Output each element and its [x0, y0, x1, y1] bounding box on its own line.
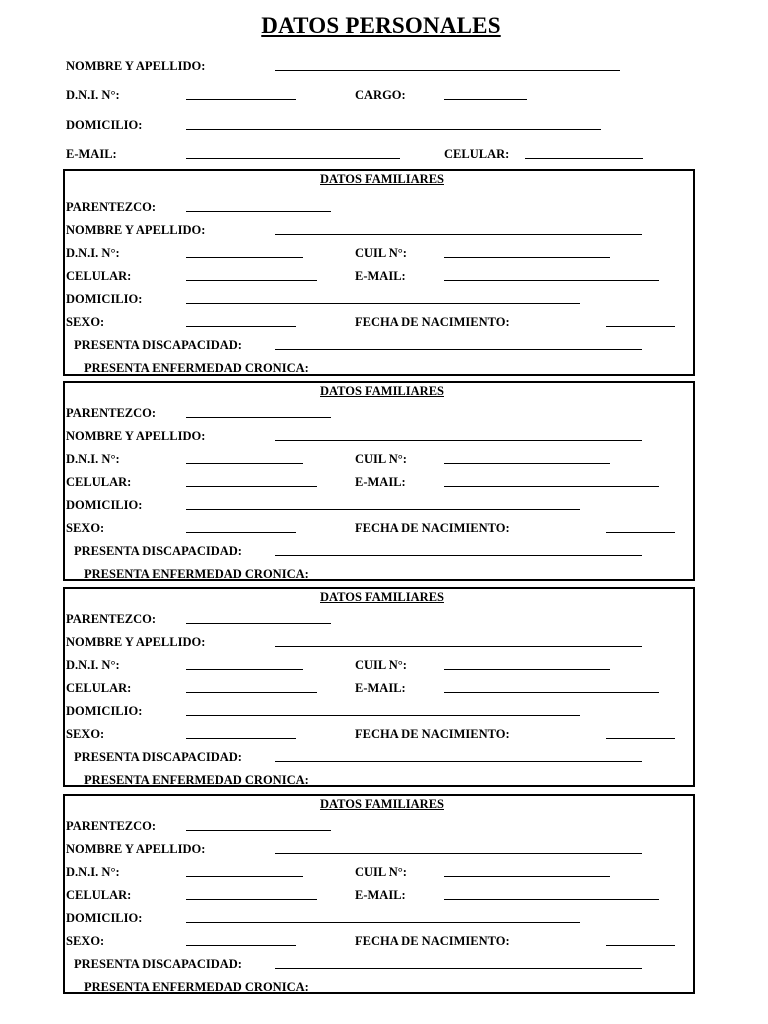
sexo-label: SEXO:: [66, 727, 105, 741]
email-label: E-MAIL:: [355, 681, 406, 695]
cuil-field[interactable]: [444, 876, 610, 877]
email-field[interactable]: [444, 692, 659, 693]
domicilio-field[interactable]: [186, 303, 580, 304]
parentezco-field[interactable]: [186, 623, 331, 624]
dni-field[interactable]: [186, 669, 303, 670]
email-label: E-MAIL:: [66, 147, 117, 161]
dni-label: D.N.I. N°:: [66, 452, 120, 466]
domicilio-label: DOMICILIO:: [66, 292, 143, 306]
parentezco-label: PARENTEZCO:: [66, 406, 157, 420]
sexo-field[interactable]: [186, 738, 296, 739]
section-heading: DATOS FAMILIARES: [320, 384, 444, 398]
celular-field[interactable]: [186, 899, 317, 900]
parentezco-field[interactable]: [186, 830, 331, 831]
parentezco-label: PARENTEZCO:: [66, 819, 157, 833]
celular-label: CELULAR:: [66, 888, 132, 902]
email-field[interactable]: [186, 158, 400, 159]
nombre-field[interactable]: [275, 440, 642, 441]
celular-label: CELULAR:: [66, 475, 132, 489]
celular-field[interactable]: [186, 692, 317, 693]
dni-label: D.N.I. N°:: [66, 658, 120, 672]
dni-field[interactable]: [186, 876, 303, 877]
enfermedad-label: PRESENTA ENFERMEDAD CRONICA:: [84, 980, 309, 994]
discapacidad-label: PRESENTA DISCAPACIDAD:: [74, 750, 242, 764]
cuil-label: CUIL N°:: [355, 865, 407, 879]
parentezco-field[interactable]: [186, 211, 331, 212]
nombre-label: NOMBRE Y APELLIDO:: [66, 842, 206, 856]
fecha-nacimiento-field[interactable]: [606, 326, 675, 327]
sexo-field[interactable]: [186, 326, 296, 327]
cuil-label: CUIL N°:: [355, 246, 407, 260]
fecha-nacimiento-field[interactable]: [606, 532, 675, 533]
enfermedad-label: PRESENTA ENFERMEDAD CRONICA:: [84, 361, 309, 375]
nombre-label: NOMBRE Y APELLIDO:: [66, 59, 206, 73]
family-section: [63, 587, 695, 787]
parentezco-label: PARENTEZCO:: [66, 612, 157, 626]
family-section: [63, 169, 695, 376]
domicilio-field[interactable]: [186, 129, 601, 130]
dni-label: D.N.I. N°:: [66, 246, 120, 260]
domicilio-field[interactable]: [186, 715, 580, 716]
dni-field[interactable]: [186, 99, 296, 100]
parentezco-field[interactable]: [186, 417, 331, 418]
sexo-label: SEXO:: [66, 934, 105, 948]
fecha-nacimiento-field[interactable]: [606, 738, 675, 739]
enfermedad-label: PRESENTA ENFERMEDAD CRONICA:: [84, 567, 309, 581]
nombre-field[interactable]: [275, 646, 642, 647]
domicilio-label: DOMICILIO:: [66, 498, 143, 512]
discapacidad-field[interactable]: [275, 761, 642, 762]
cuil-field[interactable]: [444, 463, 610, 464]
family-section: [63, 794, 695, 994]
nombre-label: NOMBRE Y APELLIDO:: [66, 429, 206, 443]
cuil-label: CUIL N°:: [355, 658, 407, 672]
section-heading: DATOS FAMILIARES: [320, 172, 444, 186]
nombre-label: NOMBRE Y APELLIDO:: [66, 223, 206, 237]
cuil-label: CUIL N°:: [355, 452, 407, 466]
nombre-field[interactable]: [275, 70, 620, 71]
email-field[interactable]: [444, 899, 659, 900]
domicilio-field[interactable]: [186, 922, 580, 923]
fecha-nacimiento-label: FECHA DE NACIMIENTO:: [355, 727, 510, 741]
fecha-nacimiento-label: FECHA DE NACIMIENTO:: [355, 315, 510, 329]
sexo-label: SEXO:: [66, 315, 105, 329]
domicilio-label: DOMICILIO:: [66, 704, 143, 718]
celular-field[interactable]: [525, 158, 643, 159]
discapacidad-label: PRESENTA DISCAPACIDAD:: [74, 544, 242, 558]
domicilio-label: DOMICILIO:: [66, 911, 143, 925]
discapacidad-field[interactable]: [275, 555, 642, 556]
cargo-label: CARGO:: [355, 88, 406, 102]
celular-label: CELULAR:: [66, 681, 132, 695]
sexo-field[interactable]: [186, 945, 296, 946]
sexo-field[interactable]: [186, 532, 296, 533]
nombre-field[interactable]: [275, 853, 642, 854]
email-label: E-MAIL:: [355, 269, 406, 283]
discapacidad-field[interactable]: [275, 968, 642, 969]
cuil-field[interactable]: [444, 669, 610, 670]
discapacidad-label: PRESENTA DISCAPACIDAD:: [74, 957, 242, 971]
cargo-field[interactable]: [444, 99, 527, 100]
email-field[interactable]: [444, 486, 659, 487]
section-heading: DATOS FAMILIARES: [320, 590, 444, 604]
celular-label: CELULAR:: [444, 147, 510, 161]
dni-field[interactable]: [186, 257, 303, 258]
discapacidad-label: PRESENTA DISCAPACIDAD:: [74, 338, 242, 352]
fecha-nacimiento-label: FECHA DE NACIMIENTO:: [355, 934, 510, 948]
email-label: E-MAIL:: [355, 475, 406, 489]
fecha-nacimiento-label: FECHA DE NACIMIENTO:: [355, 521, 510, 535]
celular-field[interactable]: [186, 486, 317, 487]
domicilio-field[interactable]: [186, 509, 580, 510]
discapacidad-field[interactable]: [275, 349, 642, 350]
family-section: [63, 381, 695, 581]
fecha-nacimiento-field[interactable]: [606, 945, 675, 946]
celular-field[interactable]: [186, 280, 317, 281]
nombre-label: NOMBRE Y APELLIDO:: [66, 635, 206, 649]
celular-label: CELULAR:: [66, 269, 132, 283]
cuil-field[interactable]: [444, 257, 610, 258]
email-field[interactable]: [444, 280, 659, 281]
domicilio-label: DOMICILIO:: [66, 118, 143, 132]
sexo-label: SEXO:: [66, 521, 105, 535]
section-heading: DATOS FAMILIARES: [320, 797, 444, 811]
dni-field[interactable]: [186, 463, 303, 464]
page-title: DATOS PERSONALES: [261, 13, 501, 38]
enfermedad-label: PRESENTA ENFERMEDAD CRONICA:: [84, 773, 309, 787]
email-label: E-MAIL:: [355, 888, 406, 902]
dni-label: D.N.I. N°:: [66, 865, 120, 879]
parentezco-label: PARENTEZCO:: [66, 200, 157, 214]
dni-label: D.N.I. N°:: [66, 88, 120, 102]
nombre-field[interactable]: [275, 234, 642, 235]
